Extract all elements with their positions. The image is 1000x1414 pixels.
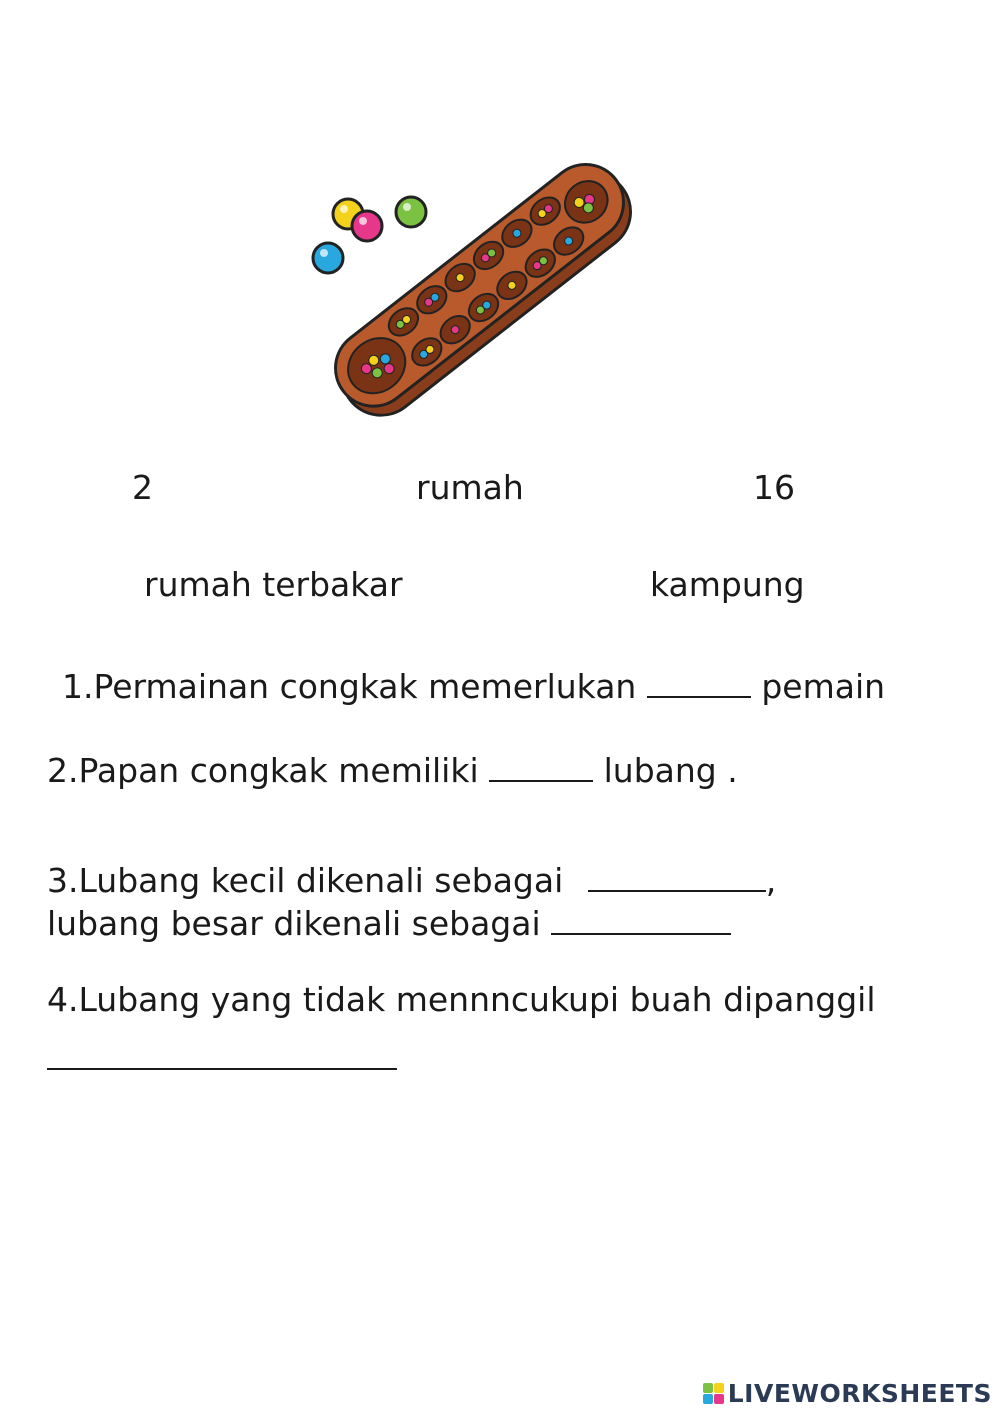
liveworksheets-footer [703,1380,992,1406]
word-bank-item-2[interactable]: 2 [132,468,153,507]
word-bank-item-rumah[interactable]: rumah [416,468,524,507]
answer-blank-4[interactable] [47,1066,397,1070]
word-bank-item-kampung[interactable]: kampung [650,565,805,604]
question-3-comma: , [765,861,777,900]
congkak-board-illustration [300,140,640,425]
question-2 [47,750,738,791]
answer-blank-2[interactable] [489,750,593,782]
word-bank-item-16[interactable]: 16 [753,468,795,507]
brand-name: LIVEWORKSHEETS [727,1378,992,1408]
question-3-line-1 [47,860,776,901]
question-3-text: 3.Lubang kecil dikenali sebagai [47,861,564,900]
question-1 [62,666,885,707]
question-4: 4.Lubang yang tidak mennncukupi buah dipanggil [47,980,876,1019]
answer-blank-1[interactable] [647,666,751,698]
question-3-text-2: lubang besar dikenali sebagai [47,904,541,943]
loose-marbles [313,197,426,273]
question-1-text: 1.Permainan congkak memerlukan [62,667,637,706]
liveworksheets-logo-icon [703,1383,724,1404]
question-2-suffix: lubang . [603,751,738,790]
answer-blank-3b[interactable] [551,903,731,935]
answer-blank-3a[interactable] [588,860,766,892]
question-3-line-2 [47,903,731,944]
question-2-text: 2.Papan congkak memiliki [47,751,479,790]
word-bank-item-rumah-terbakar[interactable]: rumah terbakar [144,565,403,604]
question-1-suffix: pemain [761,667,886,706]
